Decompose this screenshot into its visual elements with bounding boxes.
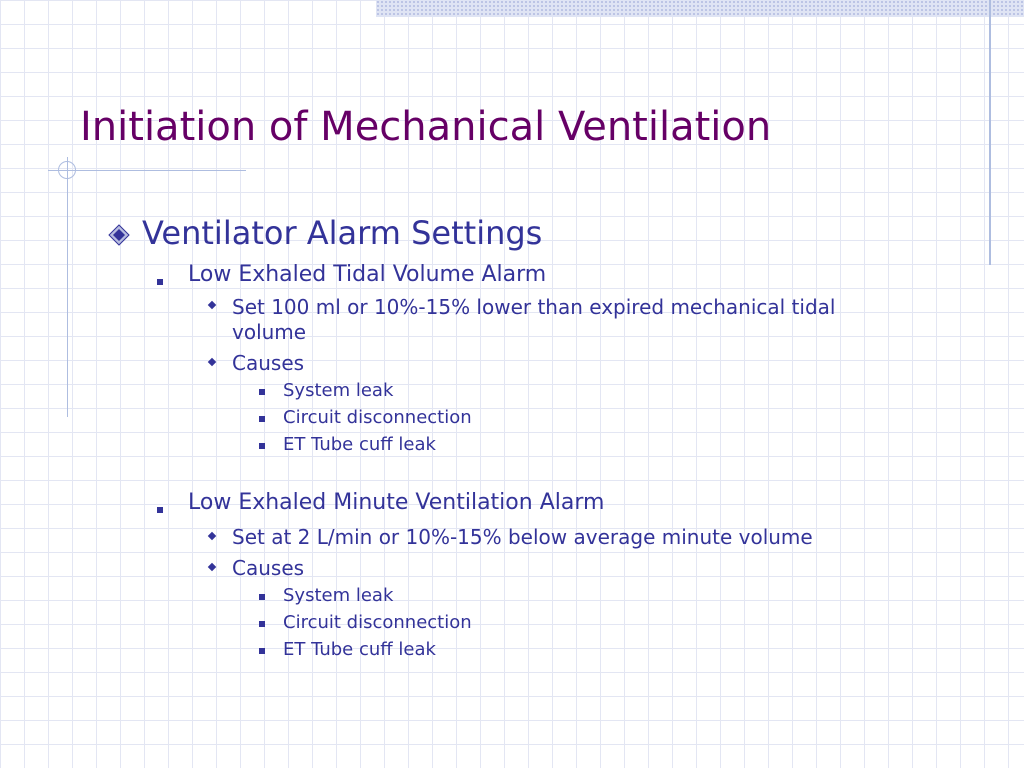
- alarm1-setting-line2: volume: [232, 320, 307, 344]
- alarm2-cause-item: Circuit disconnection: [283, 612, 472, 633]
- square-bullet-icon: [157, 507, 163, 513]
- decorative-title-underline: [48, 170, 246, 171]
- decorative-vertical-line-left: [67, 157, 68, 417]
- square-bullet-icon: [259, 648, 265, 654]
- diamond-small-bullet-icon: [208, 301, 216, 309]
- square-bullet-icon: [259, 594, 265, 600]
- alarm1-setting-line1: Set 100 ml or 10%-15% lower than expired mechanical tidal: [232, 295, 836, 319]
- square-bullet-icon: [259, 389, 265, 395]
- alarm2-causes-label: Causes: [232, 556, 305, 580]
- diamond-small-bullet-icon: [208, 358, 216, 366]
- decorative-vertical-line-right: [989, 0, 991, 265]
- alarm2-setting: Set at 2 L/min or 10%-15% below average minute volume: [232, 525, 813, 549]
- square-bullet-icon: [259, 621, 265, 627]
- slide-title: Initiation of Mechanical Ventilation: [80, 104, 772, 150]
- diamond-small-bullet-icon: [208, 532, 216, 540]
- alarm1-causes-label: Causes: [232, 351, 305, 375]
- square-bullet-icon: [259, 416, 265, 422]
- decorative-circle: [58, 161, 76, 179]
- alarm-low-exhaled-tidal-volume: Low Exhaled Tidal Volume Alarm: [188, 262, 547, 287]
- diamond-bullet-icon: [108, 224, 130, 246]
- alarm1-cause-item: System leak: [283, 380, 394, 401]
- alarm2-cause-item: System leak: [283, 585, 394, 606]
- alarm1-cause-item: Circuit disconnection: [283, 407, 472, 428]
- decorative-header-bar: [376, 0, 1024, 17]
- square-bullet-icon: [157, 279, 163, 285]
- alarm1-cause-item: ET Tube cuff leak: [283, 434, 436, 455]
- heading-ventilator-alarm-settings: Ventilator Alarm Settings: [142, 214, 543, 252]
- diamond-small-bullet-icon: [208, 563, 216, 571]
- alarm2-cause-item: ET Tube cuff leak: [283, 639, 436, 660]
- square-bullet-icon: [259, 443, 265, 449]
- alarm-low-exhaled-minute-ventilation: Low Exhaled Minute Ventilation Alarm: [188, 490, 605, 515]
